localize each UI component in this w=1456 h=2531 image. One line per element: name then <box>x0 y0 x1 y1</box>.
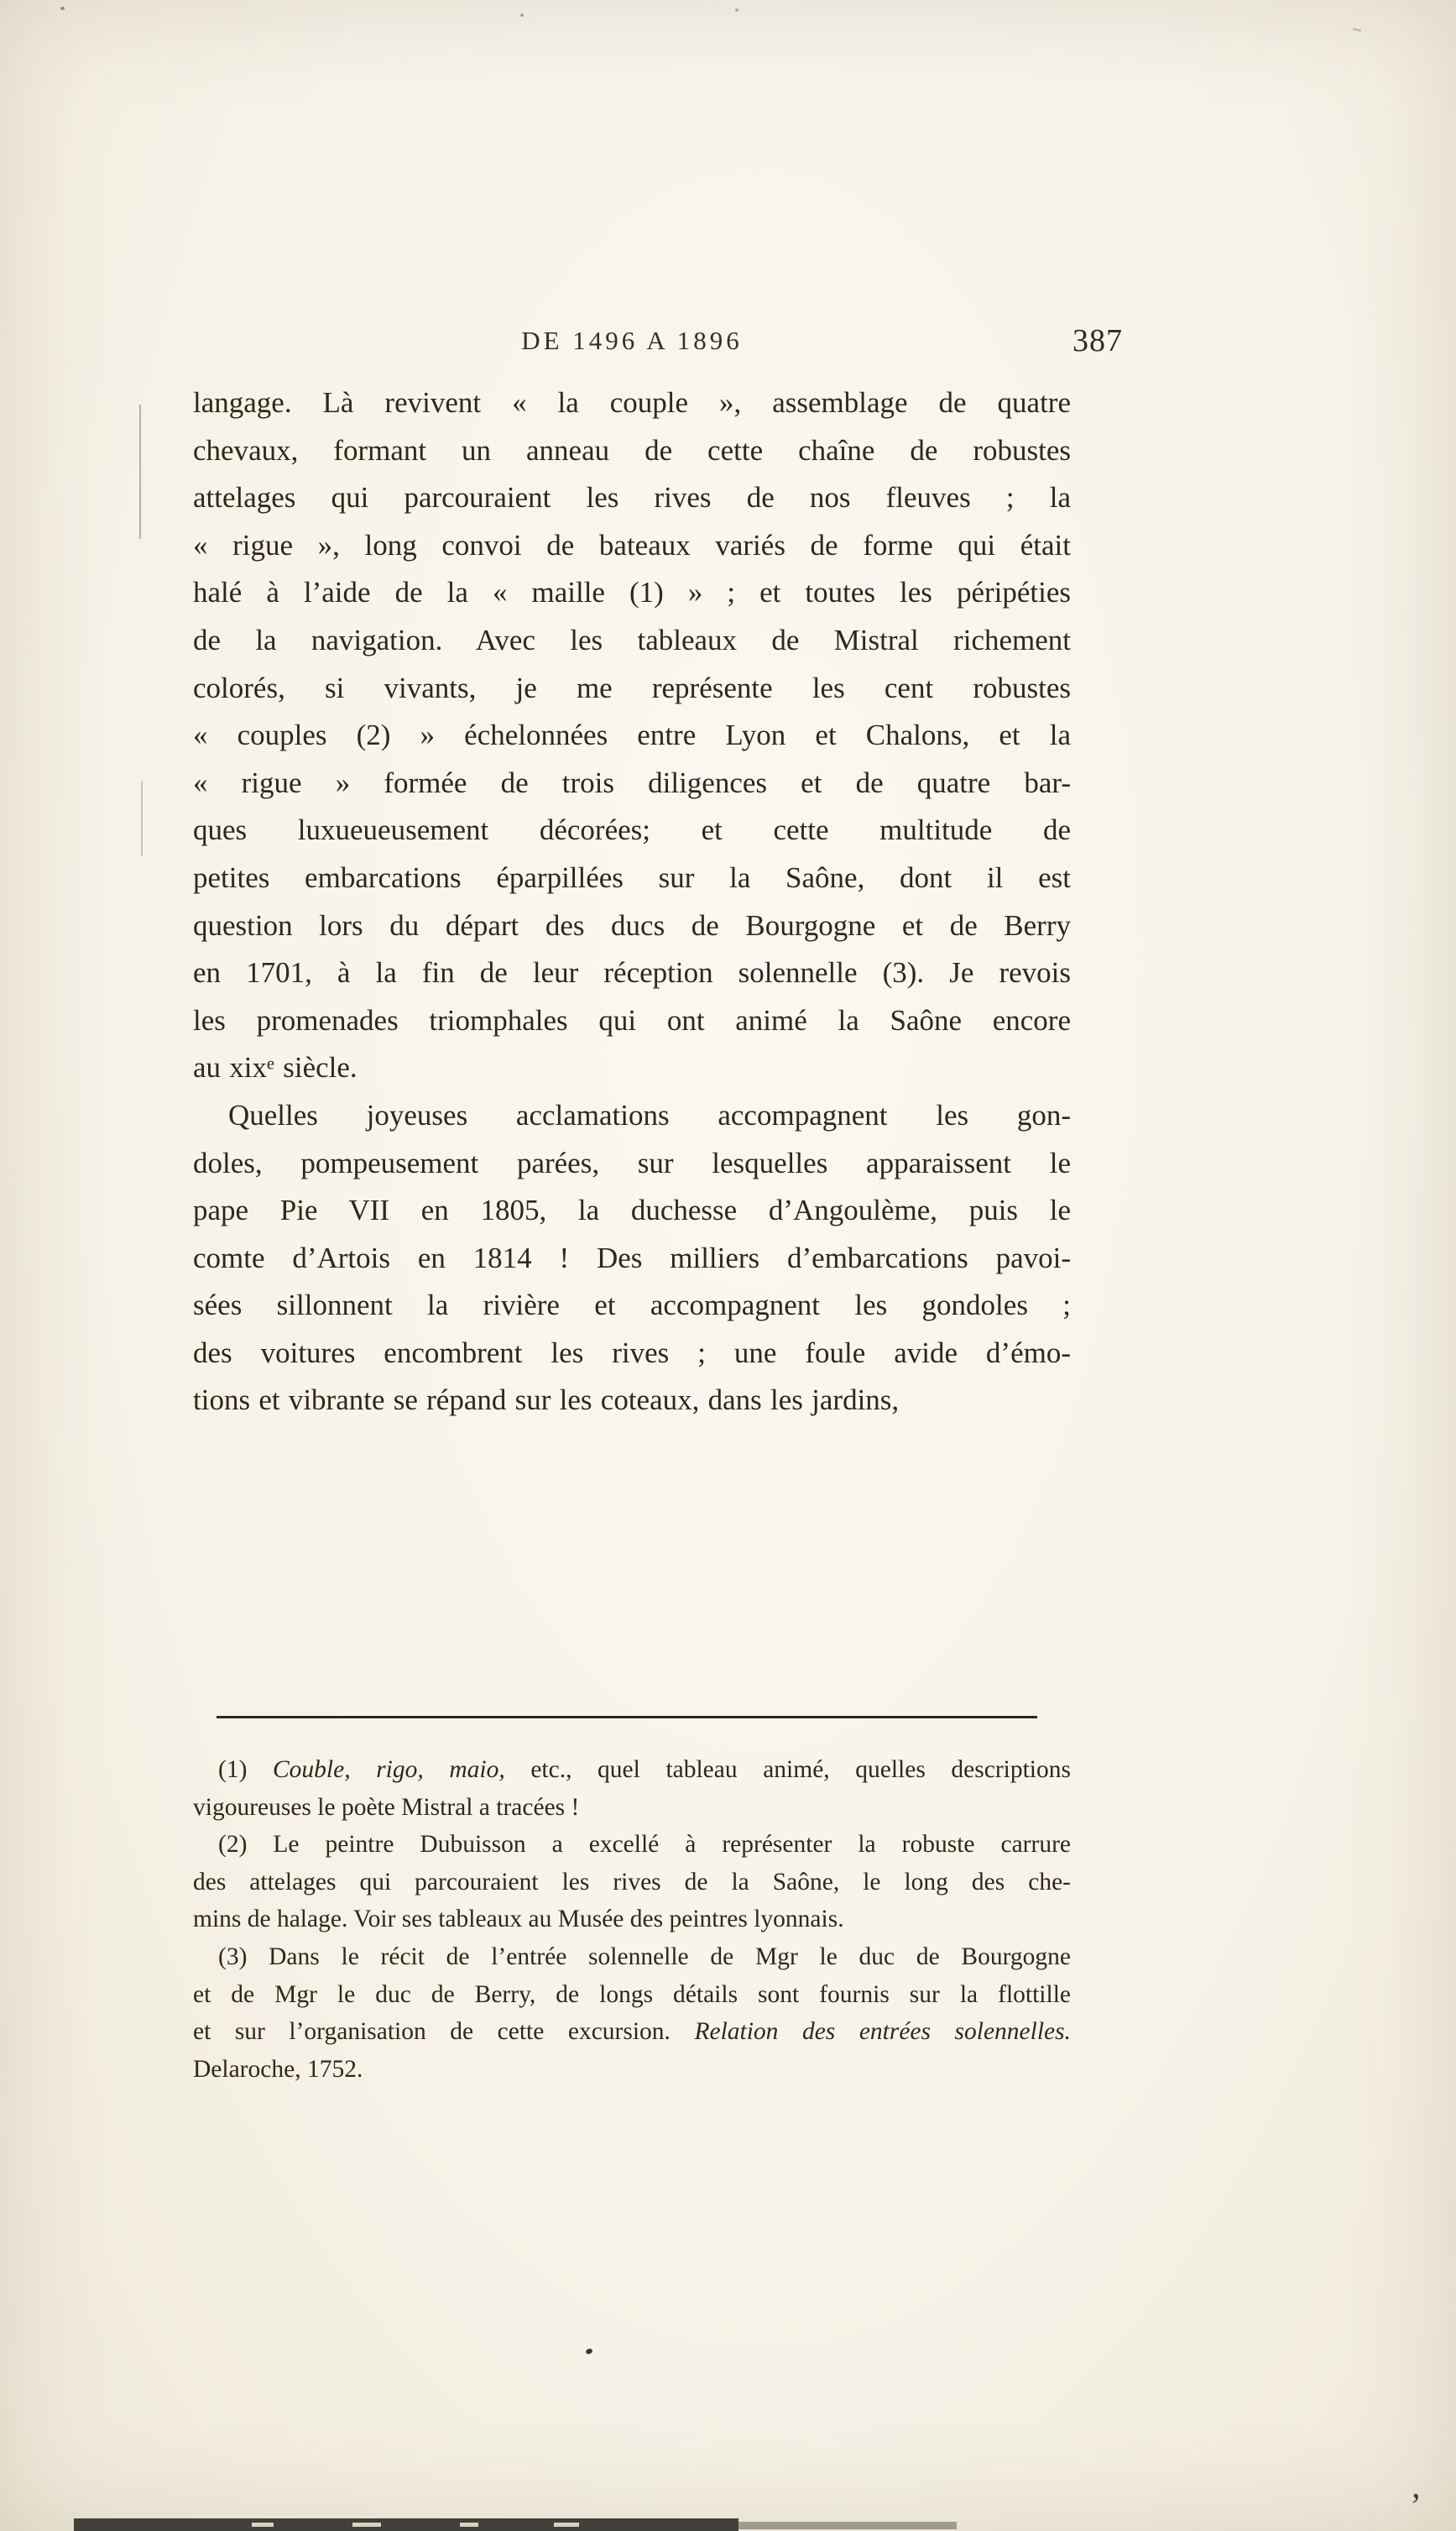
text-line: de la navigation. Avec les tableaux de Mistral richement <box>193 623 1071 656</box>
scan-artifact-bottom-dash <box>352 2523 381 2527</box>
scan-artifact-speck <box>520 13 524 17</box>
scan-artifact-bottom-dash <box>554 2523 579 2527</box>
text-line: attelages qui parcouraient les rives de nos fleuves ; la <box>193 481 1071 515</box>
text-line: doles, pompeusement parées, sur lesquelles apparaissent le <box>193 1146 1071 1179</box>
text-line: vigoureuses le poète Mistral a tracées ! <box>193 1793 580 1821</box>
text-line: « rigue », long convoi de bateaux variés de forme qui était <box>193 528 1071 562</box>
page-header <box>193 323 1123 368</box>
text-line: « rigue » formée de trois diligences et de quatre bar- <box>193 766 1071 799</box>
main-text-block <box>193 379 1071 1425</box>
text-line: ques luxueueusement décorées; et cette multitude de <box>193 813 1071 847</box>
text-line: sées sillonnent la rivière et accompagnent les gondoles ; <box>193 1289 1071 1322</box>
footnote-divider-rule <box>217 1716 1037 1718</box>
page-number: 387 <box>1072 323 1123 358</box>
scan-artifact-bottom-edge-fade <box>738 2522 957 2529</box>
text-line: des voitures encombrent les rives ; une foule avide d’émo- <box>193 1336 1071 1369</box>
scan-artifact-bottom-dash <box>460 2523 478 2527</box>
text-line: pape Pie VII en 1805, la duchesse d’Angoulème, puis le <box>193 1194 1071 1227</box>
scan-artifact-corner-mark: ’ <box>1410 2487 1422 2526</box>
text-line: et de Mgr le duc de Berry, de longs détails sont fournis sur la flottille <box>193 1980 1071 2008</box>
text-line: (1) Couble, rigo, maio, etc., quel tableau animé, quelles descriptions <box>218 1756 1071 1783</box>
footnotes-block <box>193 1751 1071 2088</box>
scan-artifact-left-margin-line-2 <box>141 781 143 856</box>
footnote-1 <box>193 1751 1071 1826</box>
scan-artifact-speck <box>1353 28 1361 32</box>
text-line: et sur l’organisation de cette excursion. Relation des entrées solennelles. <box>193 2018 1071 2046</box>
scan-artifact-left-margin-line <box>139 405 141 539</box>
scan-artifact-bottom-edge <box>74 2518 738 2531</box>
text-line: les promenades triomphales qui ont animé la Saône encore <box>193 1003 1071 1037</box>
text-line: colorés, si vivants, je me représente les cent robustes <box>193 671 1071 704</box>
text-line: Quelles joyeuses acclamations accompagnent les gon- <box>228 1098 1071 1132</box>
text-line: (2) Le peintre Dubuisson a excellé à représenter la robuste carrure <box>218 1831 1071 1859</box>
text-line: mins de halage. Voir ses tableaux au Musée des peintres lyonnais. <box>193 1906 844 1933</box>
scan-artifact-speck <box>735 8 738 12</box>
paragraph-2 <box>193 1092 1071 1425</box>
text-line: petites embarcations éparpillées sur la Saône, dont il est <box>193 860 1071 894</box>
running-header: DE 1496 A 1896 <box>521 326 743 355</box>
text-line: au xixᵉ siècle. <box>193 1051 357 1085</box>
scan-artifact-bottom-dash <box>252 2523 274 2527</box>
footnote-2 <box>193 1826 1071 1938</box>
text-line: chevaux, formant un anneau de cette chaîne de robustes <box>193 433 1071 467</box>
scan-artifact-speck <box>60 7 65 10</box>
scan-artifact-ink-dot <box>585 2348 593 2355</box>
text-line: en 1701, à la fin de leur réception solennelle (3). Je revois <box>193 956 1071 990</box>
text-line: langage. Là revivent « la couple », assemblage de quatre <box>193 386 1071 419</box>
text-line: halé à l’aide de la « maille (1) » ; et toutes les péripéties <box>193 576 1071 609</box>
text-line: (3) Dans le récit de l’entrée solennelle de Mgr le duc de Bourgogne <box>218 1943 1071 1970</box>
text-line: comte d’Artois en 1814 ! Des milliers d’embarcations pavoi- <box>193 1241 1071 1274</box>
text-line: « couples (2) » échelonnées entre Lyon et Chalons, et la <box>193 719 1071 752</box>
text-line: question lors du départ des ducs de Bourgogne et de Berry <box>193 908 1071 942</box>
text-line: des attelages qui parcouraient les rives de la Saône, le long des che- <box>193 1868 1071 1896</box>
footnote-3 <box>193 1938 1071 2088</box>
text-line: tions et vibrante se répand sur les coteaux, dans les jardins, <box>193 1383 900 1417</box>
paragraph-1 <box>193 379 1071 1092</box>
text-line: Delaroche, 1752. <box>193 2055 363 2083</box>
